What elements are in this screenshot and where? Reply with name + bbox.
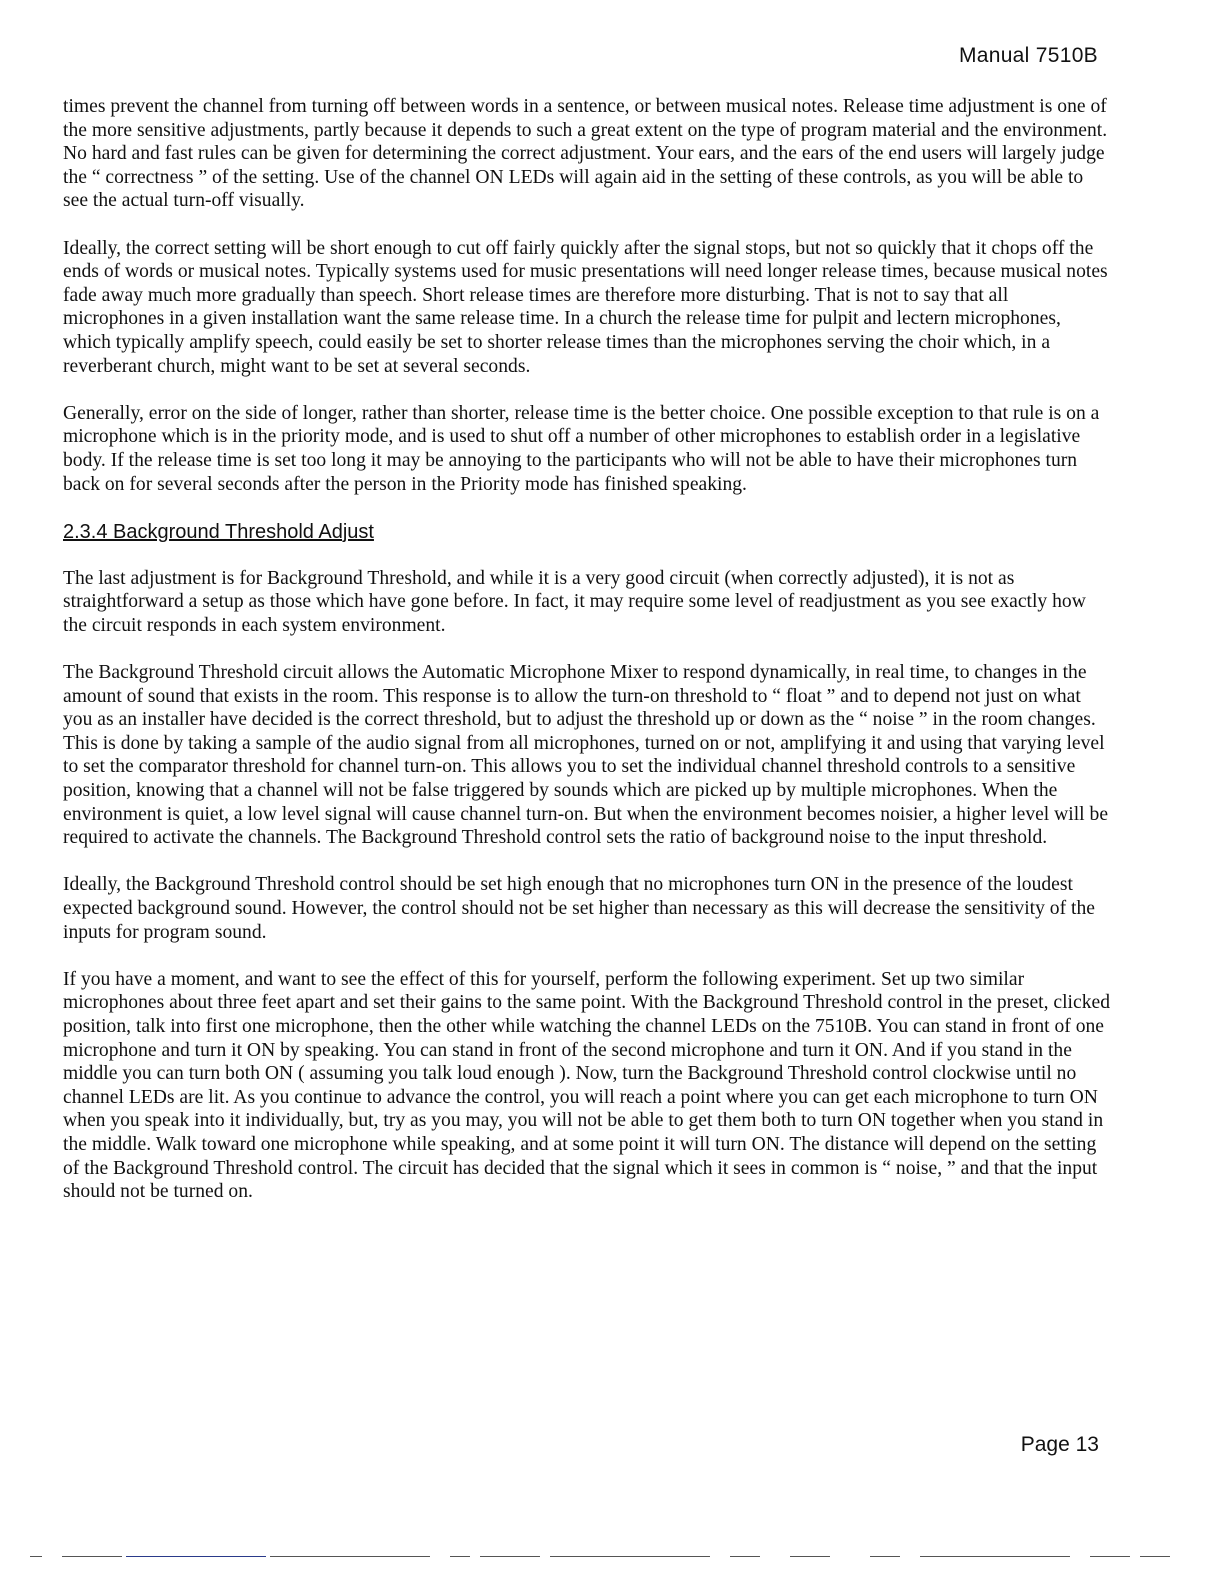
paragraph-background-threshold-circuit: The Background Threshold circuit allows the Automatic Microphone Mixer to respond dynamically, in real time, to changes in the amount of sound that exists in the room. This response is to allow the turn-on threshold to “ float ” and to depend not just on what you as an installer have decided is the correct threshold, but to adjust the threshold up or down as the “ noise ” in the room changes. This is done by taking a sample of the audio signal from all microphones, turned on or not, amplifying it and using that varying level to set the comparator threshold for channel turn-on. This allows you to set the individual channel threshold controls to a sensitive position, knowing that a channel will not be false triggered by sounds which are picked up by multiple microphones. When the environment is quiet, a low level signal will cause channel turn-on. But when the environment becomes noisier, a higher level will be required to activate the channels. The Background Threshold control sets the ratio of background noise to the input threshold. xyxy=(63,662,1109,849)
paragraph-experiment: If you have a moment, and want to see the effect of this for yourself, perform the following experiment. Set up two similar microphones about three feet apart and set their gains to the same point. With the Background Threshold control in the preset, clicked position, talk into first one microphone, then the other while watching the channel LEDs on the 7510B. You can stand in front of one microphone and turn it ON by speaking. You can stand in front of the second microphone and turn it ON. And if you stand in the middle you can turn both ON ( assuming you talk loud enough ). Now, turn the Background Threshold control clockwise until no channel LEDs are lit. As you continue to advance the control, you will reach a point where you can get each microphone to turn ON when you speak into it individually, but, try as you may, you will not be able to get them both to turn ON together when you stand in the middle. Walk toward one microphone while speaking, and at some point it will turn ON. The distance will depend on the setting of the Background Threshold control. The circuit has decided that the signal which it sees in common is “ noise, ” and that the input should not be turned on. xyxy=(63,968,1110,1203)
manual-title: Manual 7510B xyxy=(958,44,1098,67)
section-heading: 2.3.4 Background Threshold Adjust xyxy=(63,520,374,543)
paragraph-ideal-release-setting: Ideally, the correct setting will be short enough to cut off fairly quickly after the signal stops, but not so quickly that it chops off the ends of words or musical notes. Typically systems used for music presentations will need longer release times, because musical notes fade away much more gradually than speech. Short release times are therefore more disturbing. That is not to say that all microphones in a given installation want the same release time. In a church the release time for pulpit and lectern microphones, which typically amplify speech, could easily be set to shorter release times than the microphones serving the choir which, in a reverberant church, might want to be set at several seconds. xyxy=(63,237,1108,377)
page-number: Page 13 xyxy=(1020,1433,1099,1456)
page-header xyxy=(959,44,1098,68)
page-footer xyxy=(1021,1433,1099,1457)
scan-edge-artifacts xyxy=(30,1556,1200,1562)
page-body xyxy=(63,95,1113,1227)
paragraph-background-threshold-ideal: Ideally, the Background Threshold control should be set high enough that no microphones turn ON in the presence of the loudest expected background sound. However, the control should not be set higher than necessary as this will decrease the sensitivity of the inputs for program sound. xyxy=(63,874,1095,943)
paragraph-background-threshold-intro: The last adjustment is for Background Threshold, and while it is a very good circuit (when correctly adjusted), it is not as straightforward a setup as those which have gone before. In fact, it may require some level of readjustment as you see exactly how the circuit responds in each system environment. xyxy=(63,567,1086,636)
paragraph-release-time-intro: times prevent the channel from turning off between words in a sentence, or between musical notes. Release time adjustment is one of the more sensitive adjustments, partly because it depends to such a great extent on the type of program material and the environment. No hard and fast rules can be given for determining the correct adjustment. Your ears, and the ears of the end users will largely judge the “ correctness ” of the setting. Use of the channel ON LEDs will again aid in the setting of these controls, as you will be able to see the actual turn-off visually. xyxy=(63,96,1108,212)
paragraph-longer-release-choice: Generally, error on the side of longer, rather than shorter, release time is the better choice. One possible exception to that rule is on a microphone which is in the priority mode, and is used to shut off a number of other microphones to establish order in a legislative body. If the release time is set too long it may be annoying to the participants who will not be able to have their microphones turn back on for several seconds after the person in the Priority mode has finished speaking. xyxy=(63,402,1100,495)
